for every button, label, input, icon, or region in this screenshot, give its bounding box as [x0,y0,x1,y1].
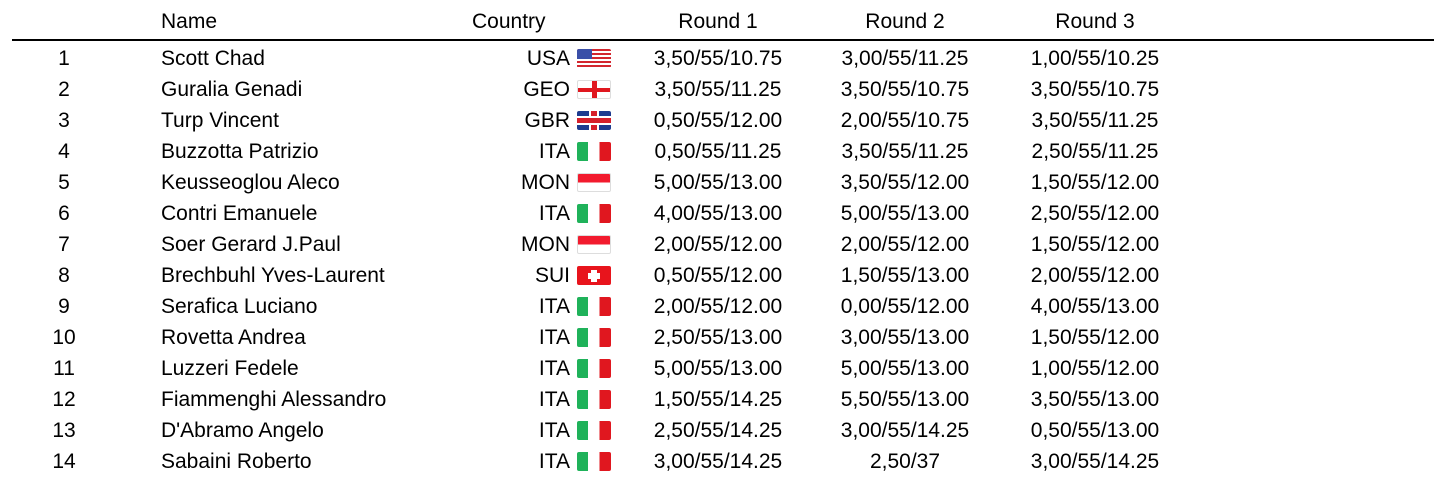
name-cell: Rovetta Andrea [161,326,306,349]
ita-flag-icon [577,328,611,347]
round-1-cell: 2,00/55/12.00 [653,233,783,256]
round-3-cell: 4,00/55/13.00 [1030,295,1160,318]
rank-cell: 12 [52,388,76,411]
round-3-cell: 1,00/55/10.25 [1030,47,1160,70]
country-cell: MON [521,233,570,256]
country-cell: ITA [538,140,570,163]
round-2-cell: 2,00/55/10.75 [840,109,970,132]
name-cell: Brechbuhl Yves-Laurent [161,264,385,287]
rank-cell: 10 [52,326,76,349]
name-cell: Fiammenghi Alessandro [161,388,387,411]
round-1-cell: 5,00/55/13.00 [653,357,783,380]
ita-flag-icon [577,421,611,440]
round-1-cell: 3,50/55/11.25 [654,78,782,101]
round-2-cell: 5,00/55/13.00 [840,202,970,225]
name-cell: Buzzotta Patrizio [161,140,319,163]
table-row [0,105,1436,136]
rank-cell: 13 [52,419,76,442]
country-cell: ITA [538,202,570,225]
table-row [0,446,1436,477]
country-cell: MON [521,171,570,194]
header-round-2: Round 2 [865,10,945,33]
round-2-cell: 0,00/55/12.00 [840,295,970,318]
country-cell: GBR [524,109,570,132]
header-name: Name [161,10,218,33]
round-2-cell: 2,00/55/12.00 [840,233,970,256]
mon-flag-icon [577,173,611,192]
rank-cell: 1 [58,47,70,70]
ita-flag-icon [577,390,611,409]
rank-cell: 11 [53,357,75,380]
round-3-cell: 1,00/55/12.00 [1030,357,1160,380]
usa-flag-icon [577,49,611,68]
round-1-cell: 0,50/55/12.00 [653,109,783,132]
name-cell: Keusseoglou Aleco [161,171,340,194]
header-round-3: Round 3 [1055,10,1135,33]
round-2-cell: 3,50/55/11.25 [841,140,969,163]
round-2-cell: 3,00/55/13.00 [840,326,970,349]
round-2-cell: 2,50/37 [869,450,941,473]
name-cell: Luzzeri Fedele [161,357,299,380]
name-cell: Guralia Genadi [161,78,303,101]
rank-cell: 9 [58,295,70,318]
round-1-cell: 3,50/55/10.75 [653,47,783,70]
table-row [0,353,1436,384]
table-row [0,260,1436,291]
table-row [0,74,1436,105]
round-1-cell: 5,00/55/13.00 [653,171,783,194]
rank-cell: 3 [58,109,70,132]
round-3-cell: 1,50/55/12.00 [1030,326,1160,349]
rank-cell: 4 [58,140,70,163]
round-1-cell: 2,00/55/12.00 [653,295,783,318]
rank-cell: 2 [58,78,70,101]
sui-flag-icon [577,266,611,285]
round-1-cell: 3,00/55/14.25 [653,450,783,473]
name-cell: Soer Gerard J.Paul [161,233,341,256]
rank-cell: 6 [58,202,70,225]
table-row [0,384,1436,415]
country-cell: ITA [538,326,570,349]
round-2-cell: 3,50/55/12.00 [840,171,970,194]
country-cell: ITA [538,388,570,411]
round-1-cell: 0,50/55/12.00 [653,264,783,287]
name-cell: Serafica Luciano [161,295,318,318]
country-cell: SUI [534,264,570,287]
round-2-cell: 3,50/55/10.75 [840,78,970,101]
name-cell: Contri Emanuele [161,202,318,225]
round-2-cell: 5,50/55/13.00 [840,388,970,411]
ita-flag-icon [577,142,611,161]
round-1-cell: 2,50/55/13.00 [653,326,783,349]
round-3-cell: 1,50/55/12.00 [1030,171,1160,194]
geo-flag-icon [577,80,611,99]
rank-cell: 5 [58,171,70,194]
round-1-cell: 4,00/55/13.00 [653,202,783,225]
table-header [0,0,1436,38]
rank-cell: 14 [52,450,76,473]
round-1-cell: 0,50/55/11.25 [654,140,782,163]
name-cell: Scott Chad [161,47,265,70]
country-cell: ITA [538,419,570,442]
header-round-1: Round 1 [678,10,758,33]
name-cell: Turp Vincent [161,109,279,132]
ita-flag-icon [577,452,611,471]
round-3-cell: 2,00/55/12.00 [1030,264,1160,287]
round-3-cell: 0,50/55/13.00 [1030,419,1160,442]
ita-flag-icon [577,359,611,378]
ita-flag-icon [577,297,611,316]
round-1-cell: 2,50/55/14.25 [653,419,783,442]
header-country: Country [472,10,546,33]
round-3-cell: 2,50/55/12.00 [1030,202,1160,225]
table-row [0,198,1436,229]
table-row [0,322,1436,353]
country-cell: ITA [538,295,570,318]
country-cell: USA [526,47,570,70]
round-3-cell: 3,50/55/10.75 [1030,78,1160,101]
table-row [0,43,1436,74]
round-3-cell: 3,00/55/14.25 [1030,450,1160,473]
country-cell: GEO [523,78,570,101]
ita-flag-icon [577,204,611,223]
mon-flag-icon [577,235,611,254]
round-3-cell: 3,50/55/13.00 [1030,388,1160,411]
table-row [0,291,1436,322]
country-cell: ITA [538,357,570,380]
country-cell: ITA [538,450,570,473]
header-divider [12,39,1434,41]
round-2-cell: 1,50/55/13.00 [840,264,970,287]
round-2-cell: 3,00/55/14.25 [840,419,970,442]
round-3-cell: 1,50/55/12.00 [1030,233,1160,256]
rank-cell: 8 [58,264,70,287]
table-row [0,415,1436,446]
table-row [0,167,1436,198]
table-row [0,136,1436,167]
name-cell: D'Abramo Angelo [161,419,324,442]
round-3-cell: 2,50/55/11.25 [1031,140,1159,163]
rank-cell: 7 [58,233,70,256]
round-2-cell: 3,00/55/11.25 [841,47,969,70]
gbr-flag-icon [577,111,611,130]
table-row [0,229,1436,260]
round-2-cell: 5,00/55/13.00 [840,357,970,380]
round-3-cell: 3,50/55/11.25 [1031,109,1159,132]
round-1-cell: 1,50/55/14.25 [653,388,783,411]
name-cell: Sabaini Roberto [161,450,312,473]
